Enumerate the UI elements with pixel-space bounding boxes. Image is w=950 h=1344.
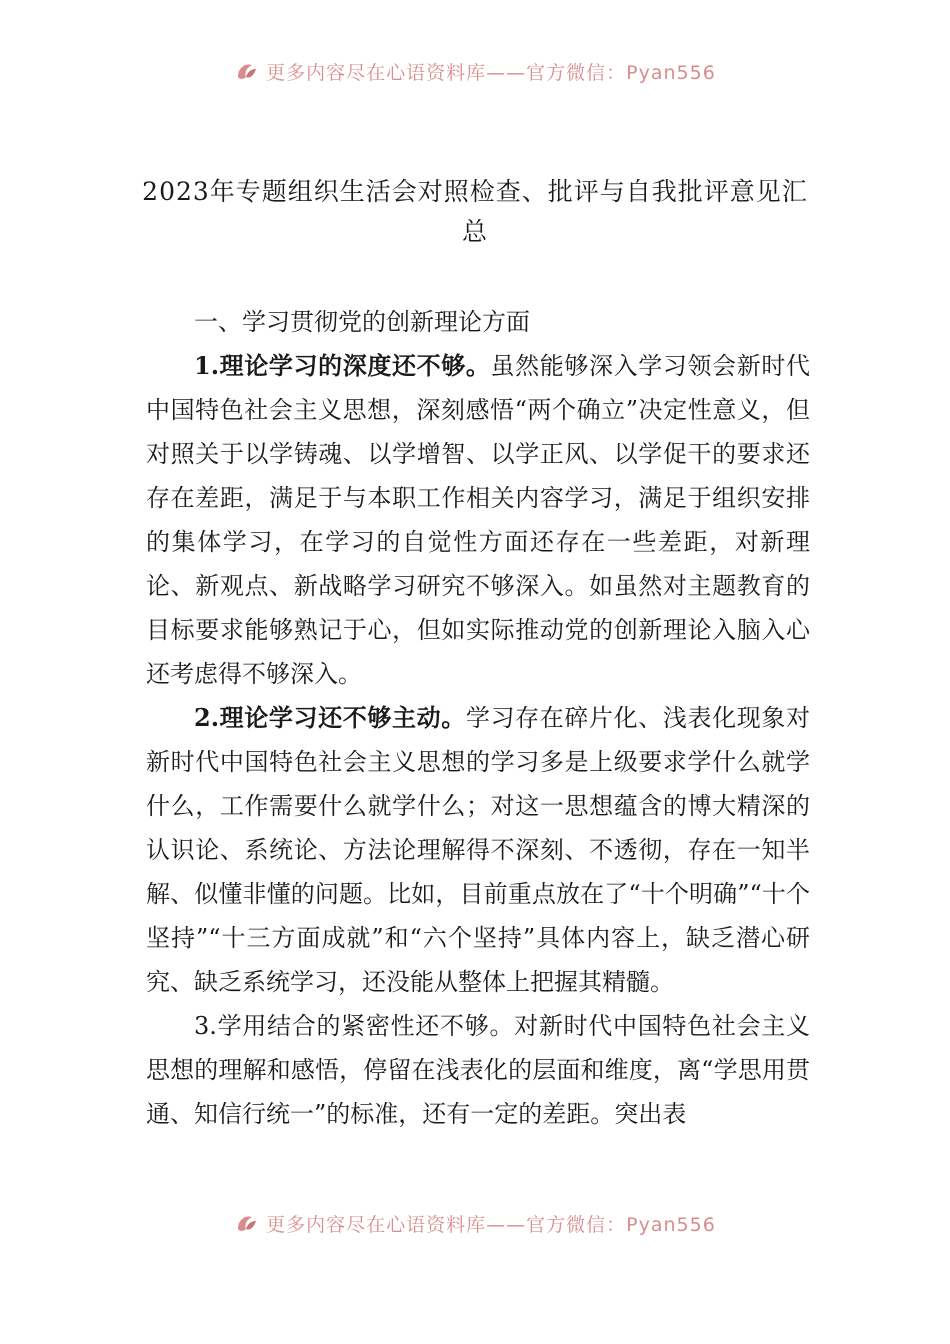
paragraph-1: [146, 344, 810, 696]
paragraph-1-body: 虽然能够深入学习领会新时代中国特色社会主义思想，深刻感悟“两个确立”决定性意义，但对照关于以学铸魂、以学增智、以学正风、以学促干的要求还存在差距，满足于与本职工作相关内容学习，满足于组织安排的集体学习，在学习的自觉性方面还存在一些差距，对新理论、新观点、新战略学习研究不够深入。如虽然对主题教育的目标要求能够熟记于心，但如实际推动党的创新理论入脑入心还考虑得不够深入。: [146, 352, 810, 688]
watermark-footer: [0, 1208, 950, 1238]
paragraph-2-lead: 2.理论学习还不够主动。: [194, 703, 466, 732]
watermark-text: 更多内容尽在心语资料库——官方微信：Pyan556: [266, 61, 716, 84]
paragraph-1-lead: 1.理论学习的深度还不够。: [194, 351, 491, 380]
brand-logo-icon: [234, 1211, 258, 1235]
brand-logo-icon: [234, 59, 258, 83]
watermark-header: [0, 56, 950, 86]
paragraph-2-body: 学习存在碎片化、浅表化现象对新时代中国特色社会主义思想的学习多是上级要求学什么就学什么，工作需要什么就学什么；对这一思想蕴含的博大精深的认识论、系统论、方法论理解得不深刻、不透彻，存在一知半解、似懂非懂的问题。比如，目前重点放在了“十个明确”“十个坚持”“十三方面成就”和“六个坚持”具体内容上，缺乏潜心研究、缺乏系统学习，还没能从整体上把握其精髓。: [146, 704, 810, 996]
document-title: 2023年专题组织生活会对照检查、批评与自我批评意见汇总: [142, 177, 808, 246]
document-body: [146, 300, 810, 1136]
watermark-text: 更多内容尽在心语资料库——官方微信：Pyan556: [266, 1213, 716, 1236]
section-heading: 一、学习贯彻党的创新理论方面: [194, 308, 530, 336]
paragraph-3: [146, 1004, 810, 1136]
paragraph-2: [146, 696, 810, 1004]
paragraph-3-body: 3.学用结合的紧密性还不够。对新时代中国特色社会主义思想的理解和感悟，停留在浅表化的层面和维度，离“学思用贯通、知信行统一”的标准，还有一定的差距。突出表: [146, 1012, 810, 1128]
